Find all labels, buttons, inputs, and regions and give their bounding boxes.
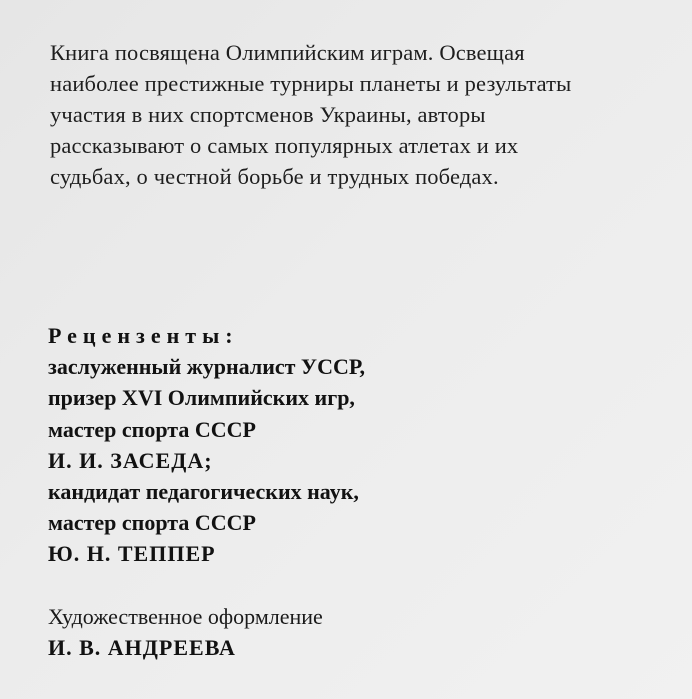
reviewer-name: Ю. Н. ТЕППЕР	[48, 541, 216, 567]
abstract-line: судьбах, о честной борьбе и трудных победах.	[50, 164, 499, 189]
reviewer-credential: призер XVI Олимпийских игр,	[48, 385, 355, 411]
reviewer-credential: мастер спорта СССР	[48, 510, 256, 536]
abstract-line: рассказывают о самых популярных атлетах и их	[50, 133, 519, 158]
reviewers-heading: Рецензенты:	[48, 323, 239, 348]
reviewer-name: И. И. ЗАСЕДА;	[48, 447, 213, 473]
designer-name: И. В. АНДРЕЕВА	[48, 635, 236, 661]
reviewer-credential: кандидат педагогических наук,	[48, 479, 359, 505]
reviewer-credential: мастер спорта СССР	[48, 416, 256, 442]
design-credit-label: Художественное оформление	[48, 604, 323, 629]
abstract-line: участия в них спортсменов Украины, авторы	[50, 102, 486, 127]
design-credit	[48, 601, 668, 663]
abstract-line: Книга посвящена Олимпийским играм. Освещая	[50, 40, 525, 65]
book-abstract	[50, 37, 670, 192]
abstract-line: наиболее престижные турниры планеты и результаты	[50, 71, 572, 96]
reviewers-block	[48, 320, 668, 570]
reviewer-credential: заслуженный журналист УССР,	[48, 354, 366, 380]
